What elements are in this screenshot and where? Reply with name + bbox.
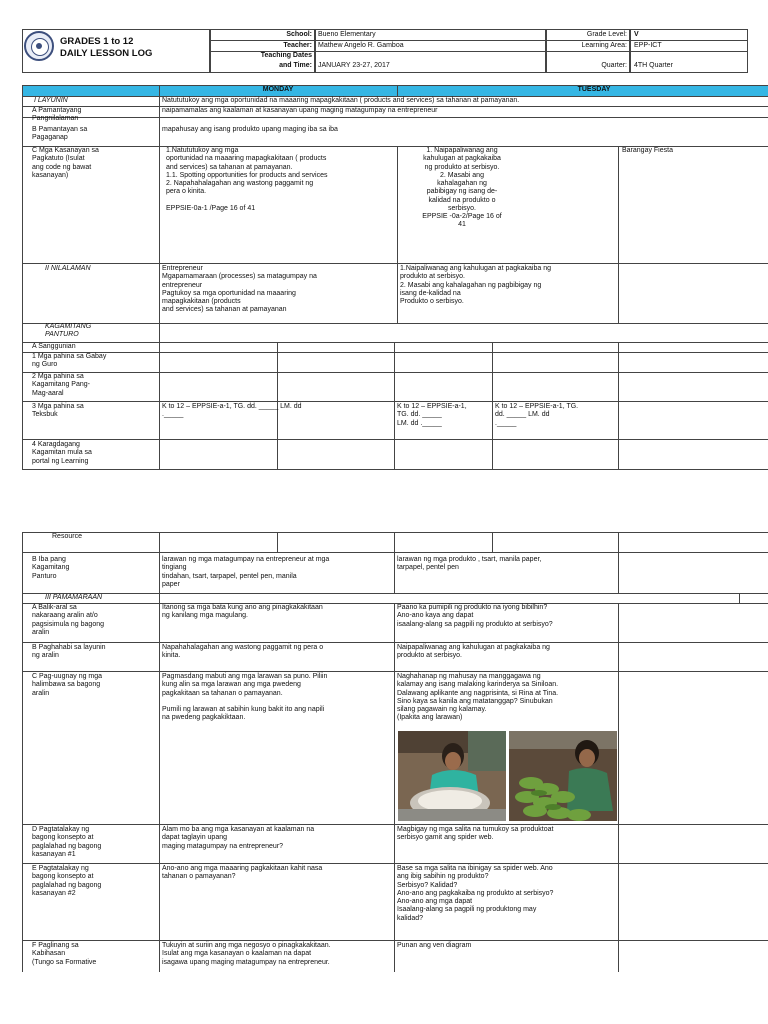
iba-pang-kagamitan-monday: larawan ng mga matagumpay na entrepreneur at mga tingiang tindahan, tsart, tarpapel, pentel pen, manila paper bbox=[162, 556, 330, 588]
balik-aral-tuesday: Paano ka pumipili ng produkto na iyong bibilhin? Ano-ano kaya ang dapat isaalang-alang sa pagpili ng produkto at serbisyo? bbox=[397, 604, 553, 628]
pag-uugnay-label: C Pag-uugnay ng mga halimbawa sa bagong aralin bbox=[32, 673, 103, 697]
pagtatalakay-2-tuesday: Base sa mga salita na ibinigay sa spider web. Ano ang ibig sabihin ng produkto? Serbisyo? Kalidad? Ano-ano ang pagkakaiba ng produkto at serbisyo? Ano-ano ang mga dapat Isaalang-alang sa pagpili ng produktong may kalidad? bbox=[397, 865, 554, 922]
pamamaraan-label: III PAMAMARAAN bbox=[45, 594, 103, 601]
teksbuk-monday: K to 12 – EPPSIE-a-1, TG. dd. _____ LM. dd ._____ bbox=[162, 403, 302, 419]
quarter-value: 4TH Quarter bbox=[634, 62, 673, 69]
kasanayan-far-column: Barangay Fiesta bbox=[622, 147, 673, 154]
teksbuk-col4: K to 12 – EPPSIE-a-1, TG. dd. _____ LM. dd ._____ bbox=[495, 403, 579, 427]
pamantayan-pagganap-text: mapahusay ang isang produkto upang maging iba sa iba bbox=[162, 126, 338, 133]
layunin-text: Natututukoy ang mga oportunidad na maaaring mapagkakitaan ( products and services) sa tahanan at pamayanan. bbox=[162, 97, 520, 104]
title-box bbox=[22, 29, 210, 73]
nilalaman-label: II NILALAMAN bbox=[45, 265, 91, 272]
day-tuesday: TUESDAY bbox=[577, 86, 611, 93]
teacher-label: Teacher: bbox=[283, 42, 312, 49]
kasanayan-label: C Mga Kasanayan sa Pagkatuto (Isulat ang code ng bawat kasanayan) bbox=[32, 147, 99, 179]
paglinang-label: F Paglinang sa Kabihasan (Tungo sa Formative bbox=[32, 942, 97, 966]
pag-uugnay-monday: Pagmasdang mabuti ang mga larawan sa puno. Piliin kung alin sa mga larawan ang mga pwedeng pagkakitaan sa tahanan o pamayanan. Pumili ng larawan at sabihin kung bakit ito ang napili na pwedeng pagkakiktaan. bbox=[162, 673, 328, 722]
log-title-line2: DAILY LESSON LOG bbox=[60, 48, 153, 59]
paghahabi-label: B Paghahabi sa layunin ng aralin bbox=[32, 644, 106, 660]
dates-label-1: Teaching Dates bbox=[260, 52, 312, 59]
pagtatalakay-1-monday: Alam mo ba ang mga kasanayan at kaalaman na dapat taglayin upang maging matagumpay na entrepreneur? bbox=[162, 826, 315, 850]
teacher-value: Mathew Angelo R. Gamboa bbox=[318, 42, 404, 49]
balik-aral-monday: Itanong sa mga bata kung ano ang pinagkakakitaan ng kanilang mga magulang. bbox=[162, 604, 323, 620]
layunin-label: I LAYUNIN bbox=[34, 97, 68, 104]
pagtatalakay-1-label: D Pagtatalakay ng bagong konsepto at paglalahad ng bagong kasanayan #1 bbox=[32, 826, 102, 858]
school-label: School: bbox=[286, 31, 312, 38]
kasanayan-tuesday: 1. Naipapaliwanag ang kahulugan at pagkakaiba ng produkto at serbisyo. 2. Masabi ang kahalagahan ng pabibigay ng isang de- kalidad na produkto o serbisyo. EPPSIE -0a-2/Page 16 of 41 bbox=[422, 147, 502, 229]
photo-woman-making-kalamay-1 bbox=[398, 731, 506, 821]
kasanayan-monday: 1.Natututukoy ang mga oportunidad na maaaring mapagkakitaan ( products and services) sa tahanan at pamayanan. 1.1. Spotting opportunities for products and services 2. Napahahalagahan ang wastong paggamit ng pera o kinita. EPPSIE-0a-1 /Page 16 of 41 bbox=[166, 147, 328, 212]
dates-label-2: and Time: bbox=[279, 62, 312, 69]
pagtatalakay-1-tuesday: Magbigay ng mga salita na tumukoy sa produktoat serbisyo gamit ang spider web. bbox=[397, 826, 554, 842]
pagtatalakay-2-label: E Pagtatalakay ng bagong konsepto at paglalahad ng bagong kasanayan #2 bbox=[32, 865, 102, 897]
kagamitang-panturo-label: KAGAMITANG PANTURO bbox=[45, 323, 92, 339]
balik-aral-label: A Balik-aral sa nakaraang aralin at/o pagsisimula ng bagong aralin bbox=[32, 604, 104, 636]
sanggunian-label: A Sanggunian bbox=[32, 343, 76, 350]
teksbuk-tuesday: K to 12 – EPPSIE-a-1, TG. dd. _____ LM. dd ._____ bbox=[397, 403, 467, 427]
paglinang-monday: Tukuyin at suriin ang mga negosyo o pinagkakakitaan. Isulat ang mga kasanayan o kaalaman na dapat isagawa upang maging matagumpay na entrepreneur. bbox=[162, 942, 331, 966]
paglinang-tuesday: Punan ang ven diagram bbox=[397, 942, 472, 949]
nilalaman-tuesday: 1.Naipaliwanag ang kahulugan at pagkakaiba ng produkto at serbisyo. 2. Masabi ang kahalagahan ng pagbibigay ng isang de-kalidad na Produkto o serbisyo. bbox=[400, 265, 552, 305]
resource-label: Resource bbox=[52, 533, 82, 540]
grade-label: Grade Level: bbox=[586, 31, 627, 38]
photo-woman-making-kalamay-2 bbox=[509, 731, 617, 821]
pag-uugnay-tuesday: Naghahanap ng mahusay na manggagawa ng kalamay ang isang malaking karinderya sa Siniloan. Dalawang aplikante ang nagprisinta, si Rina at Tina. Sino kaya sa kanila ang matatanggap? Sinubukan silang pagawain ng kalamay. (Ipakita ang larawan) bbox=[397, 673, 559, 722]
gabay-guro-label: 1 Mga pahina sa Gabay ng Guro bbox=[32, 353, 107, 369]
pamantayan-pagganap-label: B Pamantayan sa Pagaganap bbox=[32, 126, 88, 142]
quarter-label: Quarter: bbox=[601, 62, 627, 69]
day-monday: MONDAY bbox=[262, 86, 294, 93]
pagtatalakay-2-monday: Ano-ano ang mga maaaring pagkakitaan kahit nasa tahanan o pamayanan? bbox=[162, 865, 323, 881]
karagdagang-kagamitan-label: 4 Karagdagang Kagamitan mula sa portal ng Learning bbox=[32, 441, 92, 465]
pamantayang-pangnilalaman-label: A Pamantayang Pangnilalaman bbox=[32, 107, 82, 123]
iba-pang-kagamitan-label: B Iba pang Kagamitang Panturo bbox=[32, 556, 70, 580]
school-value: Bueno Elementary bbox=[318, 31, 376, 38]
paghahabi-tuesday: Naipapaliwanag ang kahulugan at pagkakaiba ng produkto at serbisyo. bbox=[397, 644, 550, 660]
grade-value: V bbox=[634, 31, 639, 38]
log-title-line1: GRADES 1 to 12 bbox=[60, 36, 134, 47]
area-value: EPP-ICT bbox=[634, 42, 662, 49]
iba-pang-kagamitan-tuesday: larawan ng mga produkto , tsart, manila paper, tarpapel, pentel pen bbox=[397, 556, 542, 572]
dates-value: JANUARY 23-27, 2017 bbox=[318, 62, 390, 69]
area-label: Learning Area: bbox=[581, 42, 627, 49]
teksbuk-label: 3 Mga pahina sa Teksbuk bbox=[32, 403, 84, 419]
pamantayang-pangnilalaman-text: naipamamalas ang kaalaman at kasanayan upang maging matagumpay na entrepreneur bbox=[162, 107, 438, 114]
kagamitang-mag-aaral-label: 2 Mga pahina sa Kagamitang Pang- Mag-aaral bbox=[32, 373, 90, 397]
nilalaman-monday: Entrepreneur Mgapamamaraan (processes) sa matagumpay na entrepreneur Pagtukoy sa mga oportunidad na maaaring mapagkakitaan (products and services) sa tahanan at pamayanan bbox=[162, 265, 317, 314]
paghahabi-monday: Napahahalagahan ang wastong paggamit ng pera o kinita. bbox=[162, 644, 324, 660]
